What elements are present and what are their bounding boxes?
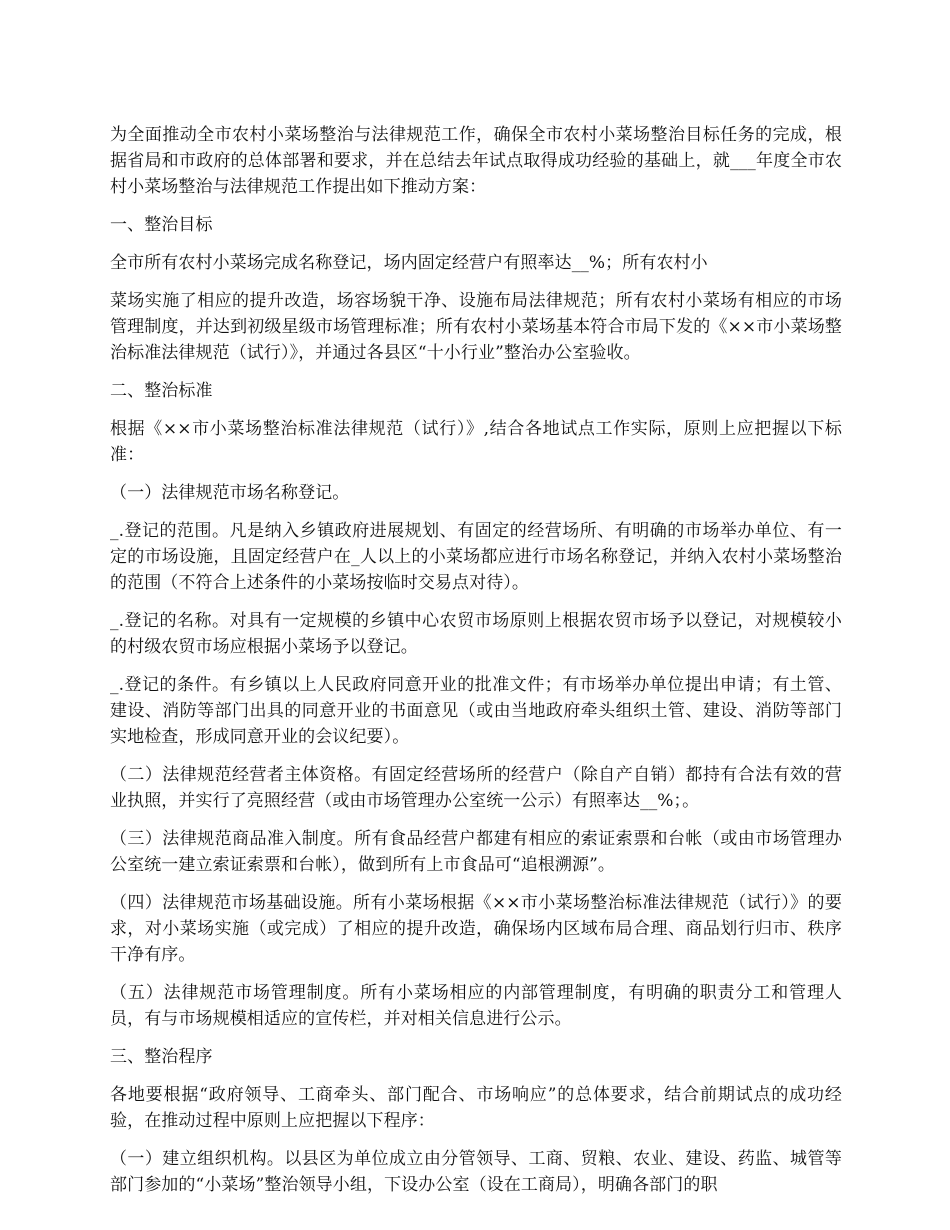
intro-paragraph: 为全面推动全市农村小菜场整治与法律规范工作，确保全市农村小菜场整治目标任务的完成，根据省局和市政府的总体部署和要求，并在总结去年试点取得成功经验的基础上，就___年度全市农村小菜场整治与法律规范工作提出如下推动方案： [110, 125, 842, 197]
standard-1-item-scope: _.登记的范围。凡是纳入乡镇政府进展规划、有固定的经营场所、有明确的市场举办单位、有一定的市场设施，且固定经营户在_人以上的小菜场都应进行市场名称登记，并纳入农村小菜场整治的范围（不符合上述条件的小菜场按临时交易点对待）。 [110, 521, 842, 593]
section-heading-procedure: 三、整治程序 [110, 1047, 213, 1067]
document-body [110, 122, 842, 1210]
section-heading-standards: 二、整治标准 [110, 381, 213, 401]
standard-3-paragraph: （三）法律规范商品准入制度。所有食品经营户都建有相应的索证索票和台帐（或由市场管理办公室统一建立索证索票和台帐），做到所有上市食品可“追根溯源”。 [110, 829, 842, 875]
standard-1-heading: （一）法律规范市场名称登记。 [110, 483, 350, 503]
standard-1-item-name: _.登记的名称。对具有一定规模的乡镇中心农贸市场原则上根据农贸市场予以登记，对规模较小的村级农贸市场应根据小菜场予以登记。 [110, 611, 842, 657]
standard-4-paragraph: （四）法律规范市场基础设施。所有小菜场根据《××市小菜场整治标准法律规范（试行）》的要求，对小菜场实施（或完成）了相应的提升改造，确保场内区域布局合理、商品划行归市、秩序干净有序。 [110, 893, 842, 965]
goals-paragraph-2: 菜场实施了相应的提升改造，场容场貌干净、设施布局法律规范；所有农村小菜场有相应的市场管理制度，并达到初级星级市场管理标准；所有农村小菜场基本符合市局下发的《××市小菜场整治标准法律规范（试行）》，并通过各县区“十小行业”整治办公室验收。 [110, 291, 842, 363]
procedure-intro-paragraph: 各地要根据“政府领导、工商牵头、部门配合、市场响应”的总体要求，结合前期试点的成功经验，在推动过程中原则上应把握以下程序： [110, 1085, 842, 1131]
standards-intro-paragraph: 根据《××市小菜场整治标准法律规范（试行）》,结合各地试点工作实际，原则上应把握以下标准： [110, 419, 842, 465]
section-heading-goals: 一、整治目标 [110, 215, 213, 235]
goals-paragraph-1: 全市所有农村小菜场完成名称登记，场内固定经营户有照率达__%；所有农村小 [110, 253, 708, 273]
procedure-1-paragraph: （一）建立组织机构。以县区为单位成立由分管领导、工商、贸粮、农业、建设、药监、城管等部门参加的“小菜场”整治领导小组，下设办公室（设在工商局），明确各部门的职 [110, 1149, 842, 1195]
standard-2-paragraph: （二）法律规范经营者主体资格。有固定经营场所的经营户（除自产自销）都持有合法有效的营业执照，并实行了亮照经营（或由市场管理办公室统一公示）有照率达__%；。 [110, 765, 842, 811]
standard-1-item-conditions: _.登记的条件。有乡镇以上人民政府同意开业的批准文件；有市场举办单位提出申请；有土管、建设、消防等部门出具的同意开业的书面意见（或由当地政府牵头组织土管、建设、消防等部门实地检查，形成同意开业的会议纪要）。 [110, 675, 842, 747]
standard-5-paragraph: （五）法律规范市场管理制度。所有小菜场相应的内部管理制度，有明确的职责分工和管理人员，有与市场规模相适应的宣传栏，并对相关信息进行公示。 [110, 983, 842, 1029]
